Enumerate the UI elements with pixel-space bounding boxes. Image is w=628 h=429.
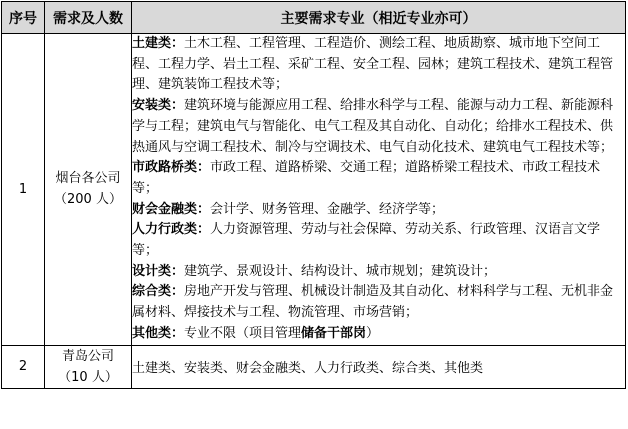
category-block	[132, 282, 625, 323]
category-text: 专业不限（项目管理	[184, 325, 302, 341]
table-row	[2, 34, 626, 346]
majors-cell	[132, 34, 626, 346]
company-cell	[45, 345, 132, 388]
header-company: 需求及人数	[45, 2, 132, 34]
category-text: 房地产开发与管理、机械设计制造及其自动化、材料科学与工程、无机非金属材料、焊接技术与工程、物流管理、市场营销；	[132, 284, 614, 321]
category-block	[132, 220, 625, 261]
company-count: （10 人）	[58, 369, 118, 385]
header-majors: 主要需求专业（相近专业亦可）	[132, 2, 626, 34]
category-label: 土建类：	[132, 36, 185, 51]
category-block	[132, 262, 625, 283]
category-label: 其他类：	[132, 325, 185, 341]
requirements-table	[1, 1, 626, 389]
company-count: （200 人）	[54, 192, 122, 208]
category-block	[132, 200, 625, 221]
category-label: 安装类：	[132, 98, 185, 114]
category-text: 会计学、财务管理、金融学、经济学等；	[210, 201, 445, 217]
category-tail: ）	[366, 325, 380, 341]
category-block	[132, 158, 625, 199]
category-label: 财会金融类：	[132, 201, 211, 217]
category-text: 土木工程、工程管理、工程造价、测绘工程、地质勘察、城市地下空间工程、工程力学、岩土工程、采矿工程、安全工程、园林；建筑工程技术、建筑工程管理、建筑装饰工程技术等；	[132, 36, 614, 93]
category-text: 建筑学、景观设计、结构设计、城市规划；建筑设计；	[184, 263, 497, 279]
category-text: 市政工程、道路桥梁、交通工程；道路桥梁工程技术、市政工程技术等；	[132, 160, 601, 196]
category-text: 人力资源管理、劳动与社会保障、劳动关系、行政管理、汉语言文学等；	[132, 222, 601, 259]
category-block	[132, 34, 625, 96]
category-label: 市政路桥类：	[132, 160, 211, 176]
category-block	[132, 96, 625, 158]
category-label: 综合类：	[132, 284, 185, 300]
company-name: 烟台各公司	[55, 171, 121, 187]
category-label: 人力行政类：	[132, 222, 211, 238]
header-row	[2, 2, 626, 34]
category-label: 设计类：	[132, 263, 185, 279]
category-emphasis: 储备干部岗	[301, 325, 367, 341]
majors-summary: 土建类、安装类、财会金融类、人力行政类、综合类、其他类	[132, 345, 626, 388]
header-num: 序号	[2, 2, 45, 34]
row-num: 2	[2, 345, 45, 388]
table-row	[2, 345, 626, 388]
category-text: 建筑环境与能源应用工程、给排水科学与工程、能源与动力工程、新能源科学与工程；建筑电气与智能化、电气工程及其自动化、自动化；给排水工程技术、供热通风与空调工程技术、制冷与空调技术、电气自动化技术、建筑电气工程技术等；	[132, 98, 614, 155]
row-num: 1	[2, 34, 45, 346]
company-name: 青岛公司	[61, 348, 114, 364]
company-cell	[45, 34, 132, 346]
category-block	[132, 324, 625, 345]
